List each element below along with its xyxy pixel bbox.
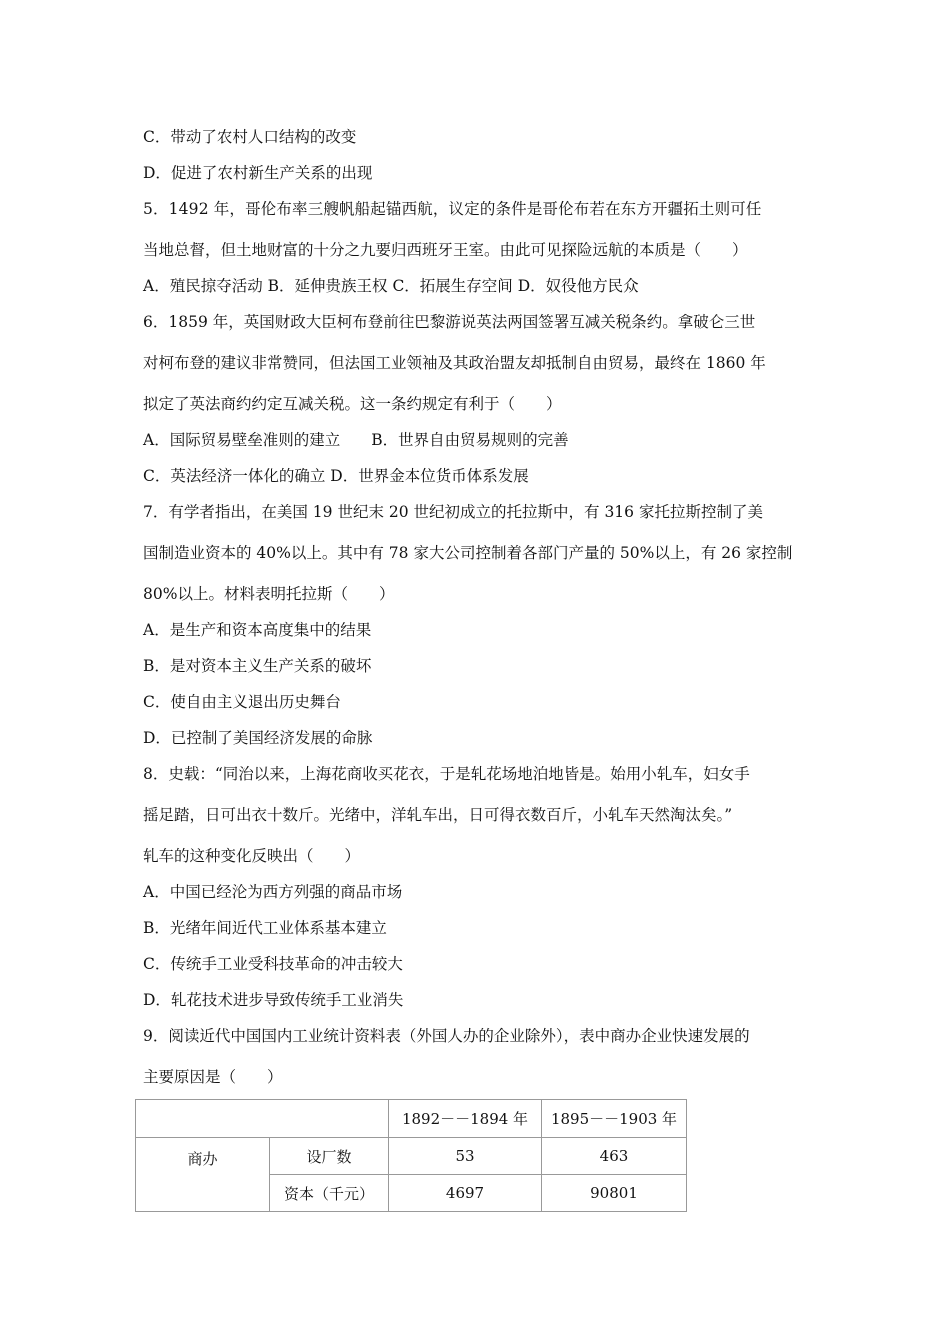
table-cell: 53 xyxy=(389,1138,542,1175)
question-9-line-2: 主要原因是（ ） xyxy=(143,1068,283,1086)
question-5-line-1: 5．1492 年，哥伦布率三艘帆船起锚西航，议定的条件是哥伦布若在东方开疆拓土则可任 xyxy=(143,200,762,218)
question-7-option-c: C．使自由主义退出历史舞台 xyxy=(143,693,341,711)
question-8-option-b: B．光绪年间近代工业体系基本建立 xyxy=(143,919,387,937)
table-header-period-1: 1892－－1894 年 xyxy=(389,1100,542,1138)
question-5-line-2: 当地总督，但土地财富的十分之九要归西班牙王室。由此可见探险远航的本质是（ ） xyxy=(143,241,748,259)
question-7-line-1: 7．有学者指出，在美国 19 世纪末 20 世纪初成立的托拉斯中，有 316 家托拉斯控制了美 xyxy=(143,503,763,521)
question-7-option-b: B．是对资本主义生产关系的破坏 xyxy=(143,657,372,675)
table-row xyxy=(136,1138,687,1175)
table-cell: 4697 xyxy=(389,1175,542,1212)
question-6-line-1: 6．1859 年，英国财政大臣柯布登前往巴黎游说英法两国签署互减关税条约。拿破仑三世 xyxy=(143,313,756,331)
industry-statistics-table xyxy=(135,1099,687,1212)
question-8-option-a: A．中国已经沦为西方列强的商品市场 xyxy=(143,883,403,901)
question-8-line-1: 8．史载：“同治以来，上海花商收买花衣，于是轧花场地泊地皆是。始用小轧车，妇女手 xyxy=(143,765,750,783)
question-7-option-a: A．是生产和资本高度集中的结果 xyxy=(143,621,372,639)
question-8-line-3: 轧车的这种变化反映出（ ） xyxy=(143,847,361,865)
table-header-period-2: 1895－－1903 年 xyxy=(542,1100,687,1138)
question-8-option-c: C．传统手工业受科技革命的冲击较大 xyxy=(143,955,403,973)
question-7-line-2: 国制造业资本的 40%以上。其中有 78 家大公司控制着各部门产量的 50%以上，有 26 家控制 xyxy=(143,544,793,562)
question-9-line-1: 9．阅读近代中国国内工业统计资料表（外国人办的企业除外），表中商办企业快速发展的 xyxy=(143,1027,750,1045)
question-8-option-d: D．轧花技术进步导致传统手工业消失 xyxy=(143,991,404,1009)
table-group-label: 商办 xyxy=(136,1138,270,1212)
question-8-line-2: 摇足踏，日可出衣十数斤。光绪中，洋轧车出，日可得衣数百斤，小轧车天然淘汰矣。” xyxy=(143,806,733,824)
table-cell: 90801 xyxy=(542,1175,687,1212)
question-5-options: A．殖民掠夺活动 B．延伸贵族王权 C．拓展生存空间 D．奴役他方民众 xyxy=(143,277,639,295)
table-header-row xyxy=(136,1100,687,1138)
table-header-empty xyxy=(136,1100,389,1138)
question-6-line-3: 拟定了英法商约约定互减关税。这一条约规定有利于（ ） xyxy=(143,395,562,413)
table-row-label: 设厂数 xyxy=(270,1138,389,1175)
question-7-option-d: D．已控制了美国经济发展的命脉 xyxy=(143,729,373,747)
question-6-options-ab: A．国际贸易壁垒准则的建立 B．世界自由贸易规则的完善 xyxy=(143,431,569,449)
question-6-options-cd: C．英法经济一体化的确立 D．世界金本位货币体系发展 xyxy=(143,467,529,485)
table-cell: 463 xyxy=(542,1138,687,1175)
question-7-line-3: 80%以上。材料表明托拉斯（ ） xyxy=(143,585,395,603)
line-d-option-q4: D．促进了农村新生产关系的出现 xyxy=(143,164,373,182)
line-c-option-q4: C．带动了农村人口结构的改变 xyxy=(143,128,357,146)
table-row-label: 资本（千元） xyxy=(270,1175,389,1212)
question-6-line-2: 对柯布登的建议非常赞同，但法国工业领袖及其政治盟友却抵制自由贸易，最终在 1860 年 xyxy=(143,354,766,372)
